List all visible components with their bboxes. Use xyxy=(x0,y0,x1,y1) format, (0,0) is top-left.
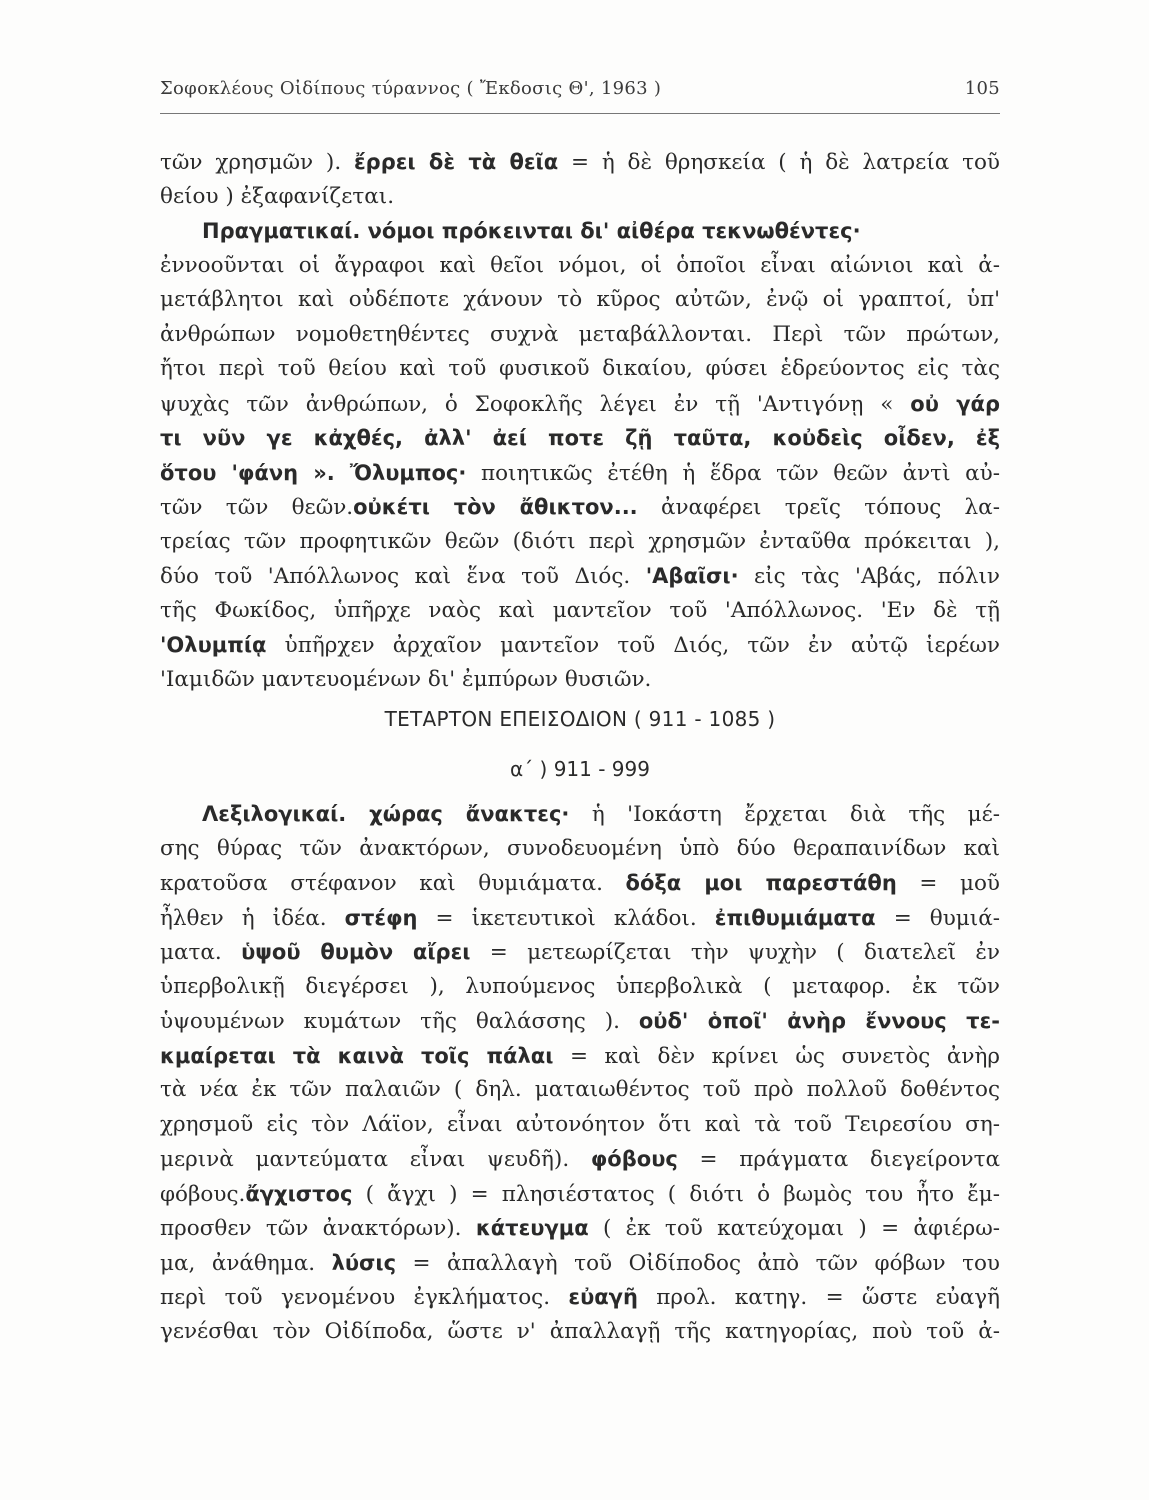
gloss-text: ( ἐκ τοῦ κατεύχομαι ) = ἀφιέρω- xyxy=(588,1216,1000,1241)
text-line xyxy=(160,1004,1000,1039)
lemma-term: κμαίρεται τὰ καινὰ τοῖς πάλαι xyxy=(160,1043,554,1068)
text-line xyxy=(160,318,1000,353)
gloss-text: μετάβλητοι καὶ οὐδέποτε χάνουν τὸ κῦρος αὐτῶν, ἐνῷ οἱ γραπτοί, ὑπ' xyxy=(160,287,1000,312)
gloss-text: ἡ 'Ιοκάστη ἔρχεται διὰ τῆς μέ- xyxy=(569,802,1000,827)
lemma-term: τι νῦν γε κἀχθές, ἀλλ' ἀεί ποτε ζῇ ταῦτα, κοὐδεὶς οἶδεν, ἐξ xyxy=(160,426,1000,450)
gloss-text: τρείας τῶν προφητικῶν θεῶν (διότι περὶ χρησμῶν ἐνταῦθα πρόκειται ), xyxy=(160,528,1000,554)
lemma-term: οὐκέτι τὸν ἄθικτον... xyxy=(353,495,638,519)
gloss-text: = θυμιά- xyxy=(875,905,1000,931)
lemma-term: λύσις xyxy=(331,1250,397,1275)
lemma-term: 'Αβαῖσι· xyxy=(645,564,739,588)
gloss-text: ἀναφέρει τρεῖς τόπους λα- xyxy=(637,495,1000,520)
gloss-text: 'Ιαμιδῶν μαντευομένων δι' ἐμπύρων θυσιῶν. xyxy=(160,666,652,692)
lemma-term: ἄγχιστος xyxy=(245,1181,353,1206)
lemma-term: κάτευγμα xyxy=(475,1216,589,1240)
text-line xyxy=(160,421,1000,456)
text-line xyxy=(160,145,1000,180)
text-line xyxy=(160,1280,1000,1315)
body-text xyxy=(160,145,1000,1349)
paragraph-pragmatikai xyxy=(160,214,1000,697)
lemma-term: εὐαγῆ xyxy=(568,1285,638,1309)
text-line xyxy=(160,180,1000,215)
text-line xyxy=(160,866,1000,901)
paragraph-lexilogikai xyxy=(160,797,1000,1349)
gloss-text: τὰ νέα ἐκ τῶν παλαιῶν ( δηλ. ματαιωθέντος τοῦ πρὸ πολλοῦ δοθέντος xyxy=(160,1077,1000,1102)
text-line xyxy=(160,1177,1000,1212)
text-line xyxy=(160,456,1000,491)
gloss-text: δύο τοῦ 'Απόλλωνος καὶ ἕνα τοῦ Διός. xyxy=(160,564,646,589)
gloss-text: ἀνθρώπων νομοθετηθέντες συχνὰ μεταβάλλονται. Περὶ τῶν πρώτων, xyxy=(160,321,1000,347)
lemma-term: οὐ γάρ xyxy=(910,391,1000,416)
lemma-term: 'Ολυμπίᾳ xyxy=(160,633,267,657)
gloss-text: περὶ τοῦ γενομένου ἐγκλήματος. xyxy=(160,1285,569,1310)
text-line xyxy=(160,1142,1000,1177)
page-number: 105 xyxy=(964,78,1000,99)
gloss-text: ἐννοοῦνται οἱ ἄγραφοι καὶ θεῖοι νόμοι, οἱ ὁποῖοι εἶναι αἰώνιοι καὶ ἀ- xyxy=(160,252,1000,278)
section-subheading: α΄ ) 911 - 999 xyxy=(510,757,650,781)
gloss-text: = πράγματα διεγείροντα xyxy=(677,1147,1000,1172)
gloss-text: ψυχὰς τῶν ἀνθρώπων, ὁ Σοφοκλῆς λέγει ἐν τῇ 'Αντιγόνῃ « xyxy=(160,391,911,417)
lemma-term: στέφη xyxy=(344,905,418,930)
gloss-text: εἰς τὰς 'Αβάς, πόλιν xyxy=(738,564,1000,589)
gloss-text: χρησμοῦ εἰς τὸν Λάϊον, εἶναι αὐτονόητον ὅτι καὶ τὰ τοῦ Τειρεσίου ση- xyxy=(160,1111,1000,1137)
lemma-term: ἐπιθυμιάματα xyxy=(714,905,876,930)
lemma-term: ὅτου 'φάνη ». Ὄλυμπος· xyxy=(160,460,467,485)
text-line xyxy=(160,559,1000,594)
lemma-term: ὑψοῦ θυμὸν αἴρει xyxy=(241,940,471,964)
lemma-term: φόβους xyxy=(590,1147,678,1171)
gloss-text: ( ἄγχι ) = πλησιέστατος ( διότι ὁ βωμὸς του ἦτο ἔμ- xyxy=(352,1181,1000,1207)
gloss-text: μα, ἀνάθημα. xyxy=(160,1250,332,1276)
lemma-term: ἔρρει δὲ τὰ θεῖα xyxy=(353,150,559,174)
lemma-term: δόξα μοι παρεστάθη xyxy=(625,871,897,895)
gloss-text: ὑπερβολικῇ διεγέρσει ), λυπούμενος ὑπερβολικὰ ( μεταφορ. ἐκ τῶν xyxy=(160,973,1000,999)
gloss-text: ἤτοι περὶ τοῦ θείου καὶ τοῦ φυσικοῦ δικαίου, φύσει ἑδρεύοντος εἰς τὰς xyxy=(160,356,1000,381)
lemma-term: Λεξιλογικαί. χώρας ἄνακτες· xyxy=(202,802,570,826)
gloss-text: ποιητικῶς ἐτέθη ἡ ἕδρα τῶν θεῶν ἀντὶ αὐ- xyxy=(466,460,1000,486)
gloss-text: τῶν χρησμῶν ). xyxy=(160,150,354,175)
lemma-term: Πραγματικαί. νόμοι πρόκεινται δι' αἰθέρα τεκνωθέντες· xyxy=(202,219,861,243)
text-line xyxy=(160,490,1000,525)
text-line xyxy=(160,387,1000,422)
running-head-title: Σοφοκλέους Οἰδίπους τύραννος ( Ἔκδοσις Θ', 1963 ) xyxy=(160,78,662,99)
text-line xyxy=(160,1211,1000,1246)
gloss-text: = καὶ δὲν κρίνει ὡς συνετὸς ἀνὴρ xyxy=(553,1043,1000,1069)
text-line xyxy=(160,525,1000,560)
section-heading: ΤΕΤΑΡΤΟΝ ΕΠΕΙΣΟΔΙΟΝ ( 911 - 1085 ) xyxy=(384,707,776,731)
text-line xyxy=(160,935,1000,970)
text-line xyxy=(160,970,1000,1005)
gloss-text: προσθεν τῶν ἀνακτόρων). xyxy=(160,1216,476,1241)
gloss-text: γενέσθαι τὸν Οἰδίποδα, ὥστε ν' ἀπαλλαγῇ τῆς κατηγορίας, ποὺ τοῦ ἀ- xyxy=(160,1318,1000,1344)
gloss-text: κρατοῦσα στέφανον καὶ θυμιάματα. xyxy=(160,871,626,896)
text-line xyxy=(160,1073,1000,1108)
text-line xyxy=(160,832,1000,867)
text-line xyxy=(160,1039,1000,1074)
text-line xyxy=(160,1108,1000,1143)
text-line xyxy=(160,1246,1000,1281)
paragraph-continuation xyxy=(160,145,1000,214)
gloss-text: ἦλθεν ἡ ἰδέα. xyxy=(160,905,345,931)
gloss-text: = ἀπαλλαγὴ τοῦ Οἰδίποδος ἀπὸ τῶν φόβων του xyxy=(396,1250,1000,1276)
gloss-text: = μετεωρίζεται τὴν ψυχὴν ( διατελεῖ ἐν xyxy=(470,940,1000,965)
gloss-text: ματα. xyxy=(160,940,242,965)
gloss-text: θείου ) ἐξαφανίζεται. xyxy=(160,183,395,209)
gloss-text: = ἡ δὲ θρησκεία ( ἡ δὲ λατρεία τοῦ xyxy=(558,150,1000,175)
gloss-text: φόβους. xyxy=(160,1181,246,1207)
gloss-text: ὑψουμένων κυμάτων τῆς θαλάσσης ). xyxy=(160,1009,639,1034)
gloss-text: τῶν τῶν θεῶν. xyxy=(160,495,354,520)
text-line xyxy=(160,1315,1000,1350)
text-line xyxy=(160,249,1000,284)
text-line xyxy=(160,594,1000,629)
gloss-text: σης θύρας τῶν ἀνακτόρων, συνοδευομένη ὑπὸ δύο θεραπαινίδων καὶ xyxy=(160,835,1000,861)
text-line xyxy=(160,628,1000,663)
text-line xyxy=(160,214,1000,249)
gloss-text: = μοῦ xyxy=(896,871,1000,896)
text-line xyxy=(160,797,1000,832)
text-line xyxy=(160,352,1000,387)
gloss-text: μερινὰ μαντεύματα εἶναι ψευδῆ). xyxy=(160,1147,591,1172)
gloss-text: προλ. κατηγ. = ὥστε εὐαγῆ xyxy=(637,1285,1000,1310)
gloss-text: = ἱκετευτικοὶ κλάδοι. xyxy=(417,905,715,931)
header-rule xyxy=(160,113,1000,114)
gloss-text: ὑπῆρχεν ἀρχαῖον μαντεῖον τοῦ Διός, τῶν ἐν αὐτῷ ἱερέων xyxy=(266,633,1000,658)
lemma-term: οὐδ' ὁποῖ' ἀνὴρ ἔννους τε- xyxy=(638,1009,1000,1033)
text-line xyxy=(160,901,1000,936)
gloss-text: τῆς Φωκίδος, ὑπῆρχε ναὸς καὶ μαντεῖον τοῦ 'Απόλλωνος. 'Εν δὲ τῇ xyxy=(160,597,1000,623)
text-line xyxy=(160,663,1000,698)
text-line xyxy=(160,283,1000,318)
